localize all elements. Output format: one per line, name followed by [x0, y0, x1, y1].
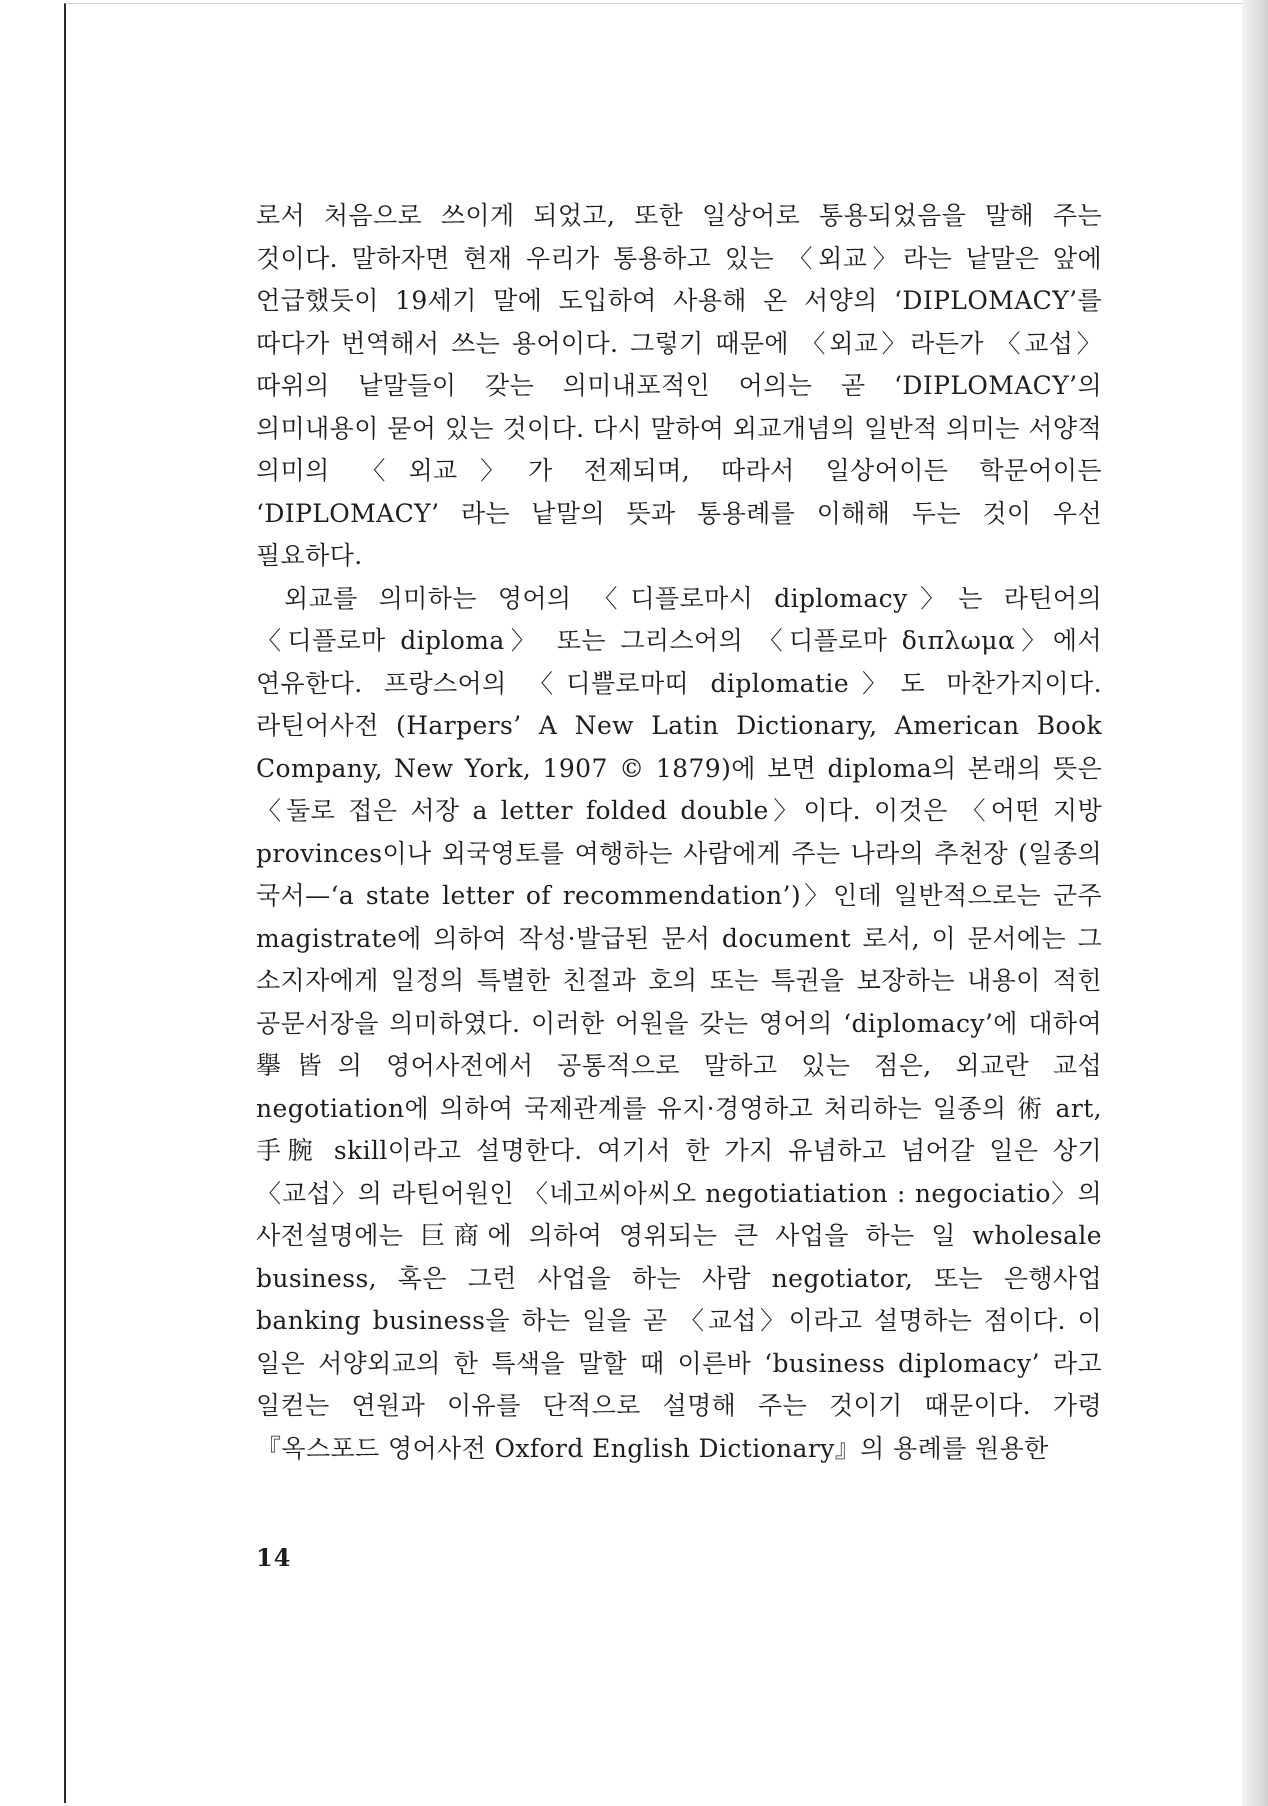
page-body	[256, 195, 1102, 1470]
page-edge-shadow	[1242, 0, 1268, 1806]
page-number: 14	[256, 1543, 292, 1572]
paragraph-diplomacy-etymology: 외교를 의미하는 영어의 〈디플로마시 diplomacy〉는 라틴어의 〈디플로마 diploma〉 또는 그리스어의 〈디플로마 διπλωμα〉에서 연유한다. 프랑스어의 〈디쁠로마띠 diplomatie〉도 마찬가지이다. 라틴어사전 (Harpers’ A New Latin Dictionary, American Book Company, New York, 1907 © 1879)에 보면 diploma의 본래의 뜻은 〈둘로 접은 서장 a letter folded double〉이다. 이것은 〈어떤 지방 provinces이나 외국영토를 여행하는 사람에게 주는 나라의 추천장 (일종의 국서—‘a state letter of recommendation’)〉인데 일반적으로는 군주 magistrate에 의하여 작성·발급된 문서 document 로서, 이 문서에는 그 소지자에게 일정의 특별한 친절과 호의 또는 특권을 보장하는 내용이 적힌 공문서장을 의미하였다. 이러한 어원을 갖는 영어의 ‘diplomacy’에 대하여 擧皆의 영어사전에서 공통적으로 말하고 있는 점은, 외교란 교섭 negotiation에 의하여 국제관계를 유지·경영하고 처리하는 일종의 術 art, 手腕 skill이라고 설명한다. 여기서 한 가지 유념하고 넘어갈 일은 상기 〈교섭〉의 라틴어원인 〈네고씨아씨오 negotiatiation : negociatio〉의 사전설명에는 巨商에 의하여 영위되는 큰 사업을 하는 일 wholesale business, 혹은 그런 사업을 하는 사람 negotiator, 또는 은행사업 banking business을 하는 일을 곧 〈교섭〉이라고 설명하는 점이다. 이 일은 서양외교의 한 특색을 말할 때 이른바 ‘business diplomacy’ 라고 일컫는 연원과 이유를 단적으로 설명해 주는 것이기 때문이다. 가령 『옥스포드 영어사전 Oxford English Dictionary』의 용례를 원용한	[256, 583, 1102, 1463]
paragraph-continuation: 로서 처음으로 쓰이게 되었고, 또한 일상어로 통용되었음을 말해 주는 것이다. 말하자면 현재 우리가 통용하고 있는 〈외교〉라는 낱말은 앞에 언급했듯이 19세기 말에 도입하여 사용해 온 서양의 ‘DIPLOMACY’를 따다가 번역해서 쓰는 용어이다. 그렇기 때문에 〈외교〉라든가 〈교섭〉 따위의 낱말들이 갖는 의미내포적인 어의는 곧 ‘DIPLOMACY’의 의미내용이 묻어 있는 것이다. 다시 말하여 외교개념의 일반적 의미는 서양적 의미의 〈외교〉가 전제되며, 따라서 일상어이든 학문어이든 ‘DIPLOMACY’ 라는 낱말의 뜻과 통용례를 이해해 두는 것이 우선 필요하다.	[256, 201, 1102, 570]
